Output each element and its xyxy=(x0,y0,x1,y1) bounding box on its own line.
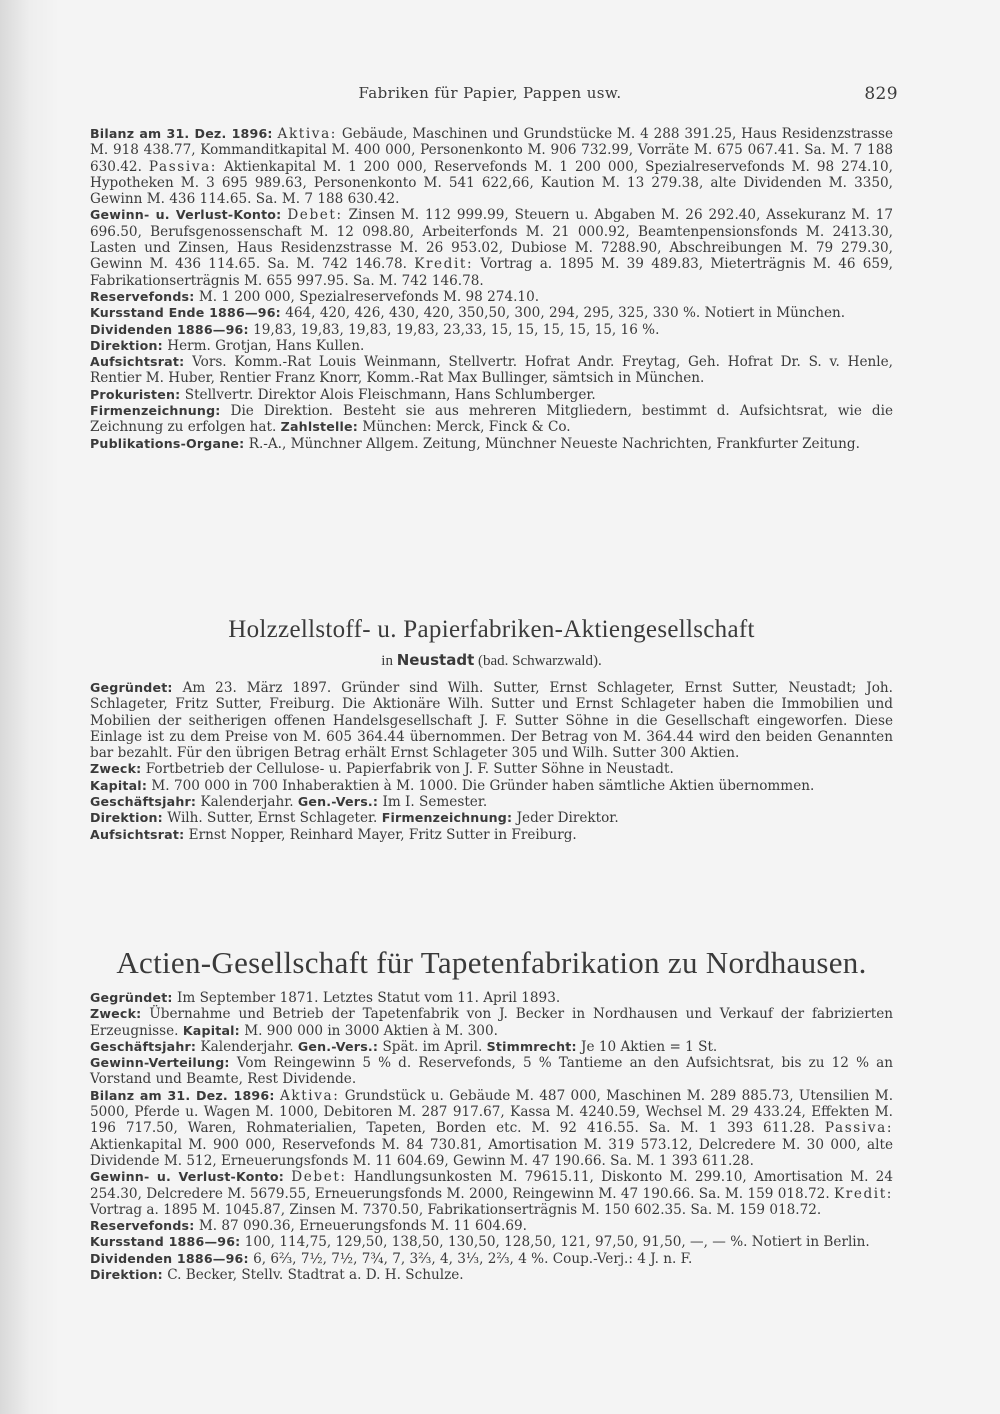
entry-text: Kalenderjahr. xyxy=(200,1038,294,1055)
entry-gewinnverteilung xyxy=(90,1055,893,1088)
entry-label: Bilanz am 31. Dez. 1896: xyxy=(90,126,273,141)
entry-text: Vortrag a. 1895 M. 39 489.83, Mieterträgnis M. 46 659, Fabrikationserträgnis M. 655 997.95. Sa. M. 742 146.78. xyxy=(90,256,893,289)
entry-sublabel: Passiva: xyxy=(148,158,217,175)
entry-label: Firmenzeichnung: xyxy=(90,403,221,419)
entry-geschaeftsjahr xyxy=(90,794,893,810)
entry-text: Zinsen M. 112 999.99, Steuern u. Abgaben M. 26 292.40, Assekuranz M. 17 696.50, Berufsgenossenschaft M. 12 098.80, Arbeiterfonds M. 21 000.92, Beamtenpensionsfonds M. 2413.30, Lasten und Zinsen, Haus Residenzstrasse M. 26 953.02, Dubiose M. 7288.90, Abschreibungen M. 79 279.30, Gewinn M. 436 114.65. Sa. M. 742 146.78. xyxy=(90,207,893,273)
company-title: Holzzellstoff- u. Papierfabriken-Aktiengesellschaft xyxy=(228,616,755,643)
entry-text: Vors. Komm.-Rat Louis Weinmann, Stellvertr. Hofrat Andr. Freytag, Geh. Hofrat Dr. S. v. Henle, Rentier M. Huber, Rentier Franz Knorr, Komm.-Rat Max Bullinger, sämtsich in München. xyxy=(90,354,893,387)
entry-text: C. Becker, Stellv. Stadtrat a. D. H. Schulze. xyxy=(167,1267,464,1284)
entry-aufsichtsrat xyxy=(90,354,893,387)
entry-text: Gebäude, Maschinen und Grundstücke M. 4 288 391.25, Haus Residenzstrasse M. 918 438.77, Kommanditkapital M. 400 000, Personenkonto M. 906 732.99, Vorräte M. 675 067.41. Sa. M. 7 188 630.42. xyxy=(90,126,894,175)
entry-label: Publikations-Organe: xyxy=(90,435,245,451)
entry-text: Vom Reingewinn 5 % d. Reservefonds, 5 % Tantieme an den Aufsichtsrat, bis zu 12 % an Vorstand und Beamte, Rest Dividende. xyxy=(90,1055,893,1088)
entry-label: Gewinn- u. Verlust-Konto: xyxy=(90,1169,285,1185)
entry-text: Grundstück u. Gebäude M. 487 000, Maschinen M. 289 885.73, Utensilien M. 5000, Pferde u. Wagen M. 1000, Debitoren M. 287 917.67, Kassa M. 4240.59, Wechsel M. 29 433.24, Effekten M. 196 717.50, Waren, Rohmaterialien, Tapeten, Borden etc. M. 92 416.55. Sa. M. 1 393 611.28. xyxy=(90,1087,894,1137)
entry-text: Aktienkapital M. 1 200 000, Reservefonds M. 1 200 000, Spezialreservefonds M. 98 274.10, Hypotheken M. 3 695 989.63, Personenkonto M. 541 622,66, Kaution M. 13 279.38, alte Dividenden M. 3350, Gewinn M. 436 114.65. Sa. M. 7 188 630.42. xyxy=(90,158,893,208)
entry-label: Reservefonds: xyxy=(90,1218,195,1234)
entry-text: Ernst Nopper, Reinhard Mayer, Fritz Sutter in Freiburg. xyxy=(188,826,577,843)
entry-gewinn xyxy=(90,207,893,288)
entry-text: Kalenderjahr. xyxy=(200,794,294,811)
entry-label: Gegründet: xyxy=(90,990,173,1005)
entry-direktion xyxy=(90,338,893,354)
entry-text: München: Merck, Finck & Co. xyxy=(362,419,571,436)
entry-prokuristen xyxy=(90,387,893,403)
entry-kapital xyxy=(90,778,893,794)
entry-text: 100, 114,75, 129,50, 138,50, 130,50, 128,50, 121, 97,50, 91,50, —, — %. Notiert in Berlin. xyxy=(244,1234,870,1251)
entry-sublabel: Aktiva: xyxy=(277,126,337,142)
entry-text: R.-A., Münchner Allgem. Zeitung, Münchner Neueste Nachrichten, Frankfurter Zeitung. xyxy=(248,435,860,452)
entry-sublabel: Aktiva: xyxy=(279,1087,340,1104)
entry-zweck xyxy=(90,1006,893,1039)
entry-sublabel: Passiva: xyxy=(824,1120,893,1137)
entry-label: Kapital: xyxy=(90,777,148,793)
entry-label: Dividenden 1886—96: xyxy=(90,1250,249,1266)
entry-geschaeftsjahr xyxy=(90,1039,893,1055)
entry-label: Direktion: xyxy=(90,1267,163,1283)
running-header xyxy=(90,84,898,108)
location-place: Neustadt xyxy=(396,651,475,669)
entry-text: 6, 6⅔, 7½, 7½, 7¾, 7, 3⅔, 4, 3⅓, 2⅔, 4 %. xyxy=(253,1250,549,1267)
entry-label: Geschäftsjahr: xyxy=(90,794,197,810)
entry-label: Zweck: xyxy=(90,1006,142,1022)
company-title: Actien-Gesellschaft für Tapetenfabrikation zu Nordhausen. xyxy=(116,945,867,980)
entry-label: Kursstand 1886—96: xyxy=(90,1234,241,1250)
entry-reservefonds xyxy=(90,289,893,305)
entry-dividenden xyxy=(90,1251,893,1267)
entry-kursstand xyxy=(90,1234,893,1250)
entry-label: Firmenzeichnung: xyxy=(381,810,513,826)
section-continuation xyxy=(90,126,893,452)
entry-label: Kursstand Ende 1886—96: xyxy=(90,305,281,321)
entry-direktion xyxy=(90,1267,893,1283)
entry-label: Aufsichtsrat: xyxy=(90,354,185,370)
entry-bilanz xyxy=(90,1088,893,1169)
entry-label: Gegründet: xyxy=(90,680,173,695)
entry-text: Coup.-Verj.: 4 J. n. F. xyxy=(552,1250,693,1267)
entry-gegruendet xyxy=(90,990,893,1006)
entry-text: M. 900 000 in 3000 Aktien à M. 300. xyxy=(244,1022,498,1039)
entry-text: Stellvertr. Direktor Alois Fleischmann, Hans Schlumberger. xyxy=(184,386,596,403)
entry-label: Kapital: xyxy=(182,1022,240,1038)
entry-zweck xyxy=(90,761,893,777)
entry-aufsichtsrat xyxy=(90,827,893,843)
entry-text: Aktienkapital M. 900 000, Reservefonds M. 84 730.81, Amortisation M. 319 573.12, Delcredere M. 30 000, alte Dividende M. 512, Erneuerungsfonds M. 11 604.69, Gewinn M. 47 190.66. Sa. M. 1 393 611.28. xyxy=(90,1136,893,1169)
entry-label: Gewinn-Verteilung: xyxy=(90,1055,230,1071)
entry-dividenden xyxy=(90,322,893,338)
section-holzzellstoff xyxy=(90,680,893,843)
entry-text: M. 700 000 in 700 Inhaberaktien à M. 1000. Die Gründer haben sämtliche Aktien übernommen. xyxy=(151,777,815,794)
entry-bilanz xyxy=(90,126,893,207)
entry-label: Prokuristen: xyxy=(90,386,181,402)
entry-label: Gen.-Vers.: xyxy=(297,794,379,810)
entry-text: Jeder Direktor. xyxy=(516,810,619,827)
entry-text: Spät. im April. xyxy=(382,1038,483,1055)
entry-direktion xyxy=(90,810,893,826)
location-suffix: (bad. Schwarzwald). xyxy=(478,653,602,669)
page-number: 829 xyxy=(864,84,898,104)
entry-label: Direktion: xyxy=(90,337,163,353)
entry-text: 464, 420, 426, 430, 420, 350,50, 300, 294, 295, 325, 330 %. Notiert in München. xyxy=(285,305,846,322)
entry-sublabel: Debet: xyxy=(287,207,343,224)
entry-label: Gewinn- u. Verlust-Konto: xyxy=(90,207,282,223)
entry-label: Reservefonds: xyxy=(90,288,195,304)
entry-text: Die Direktion. Besteht sie aus mehreren Mitgliedern, bestimmt d. Aufsichtsrat, wie die Zeichnung zu erfolgen hat. xyxy=(90,403,893,436)
entry-text: Wilh. Sutter, Ernst Schlageter. xyxy=(167,810,378,827)
entry-sublabel: Kredit: xyxy=(834,1185,893,1202)
entry-text: Je 10 Aktien = 1 St. xyxy=(581,1038,718,1055)
entry-label: Geschäftsjahr: xyxy=(90,1038,197,1054)
entry-sublabel: Debet: xyxy=(291,1169,347,1186)
section-tapetenfabrikation xyxy=(90,990,893,1283)
header-title: Fabriken für Papier, Pappen usw. xyxy=(358,84,622,102)
entry-text: M. 1 200 000, Spezialreservefonds M. 98 274.10. xyxy=(198,288,540,305)
entry-kursstand xyxy=(90,305,893,321)
entry-text: Übernahme und Betrieb der Tapetenfabrik von J. Becker in Nordhausen und Verkauf der fabrizierten Erzeugnisse. xyxy=(90,1006,893,1039)
entry-gegruendet xyxy=(90,680,893,761)
entry-text: Im September 1871. Letztes Statut vom 11. April 1893. xyxy=(176,990,561,1006)
entry-text: Vortrag a. 1895 M. 1045.87, Zinsen M. 7370.50, Fabrikationserträgnis M. 150 602.35. Sa. M. 159 018.72. xyxy=(90,1201,822,1218)
entry-label: Gen.-Vers.: xyxy=(297,1038,379,1054)
entry-text: 19,83, 19,83, 19,83, 19,83, 23,33, 15, 15, 15, 15, 15, 16 %. xyxy=(253,321,660,338)
entry-label: Dividenden 1886—96: xyxy=(90,321,249,337)
entry-reservefonds xyxy=(90,1218,893,1234)
entry-text: Am 23. März 1897. Gründer sind Wilh. Sutter, Ernst Schlageter, Ernst Sutter, Neustadt; Joh. Schlageter, Fritz Sutter, Freiburg. Die Aktionäre Wilh. Sutter und Ernst Schlageter haben die Immobilien und Mobilien der seitherigen offenen Handelsgesellschaft J. F. Sutter Söhne in die Gesellschaft eingeworfen. Diese Einlage ist zu dem Preise von M. 605 364.44 übernommen. Der Betrag von M. 364.44 wird den beiden Genannten bar bezahlt. Für den übrigen Betrag erhält Ernst Schlageter 305 und Wilh. Sutter 300 Aktien. xyxy=(90,680,893,762)
entry-text: Handlungsunkosten M. 79615.11, Diskonto M. 299.10, Amortisation M. 24 254.30, Delcredere M. 5679.55, Erneuerungsfonds M. 2000, Reingewinn M. 47 190.66. Sa. M. 159 018.72. xyxy=(90,1169,893,1202)
entry-label: Direktion: xyxy=(90,810,163,826)
company-location xyxy=(90,651,893,670)
entry-label: Zweck: xyxy=(90,761,142,777)
entry-label: Stimmrecht: xyxy=(486,1038,577,1054)
entry-firmenzeichnung xyxy=(90,403,893,436)
location-prefix: in xyxy=(381,653,393,669)
entry-sublabel: Kredit: xyxy=(414,256,474,273)
entry-publikations xyxy=(90,436,893,452)
entry-text: M. 87 090.36, Erneuerungsfonds M. 11 604.69. xyxy=(198,1218,527,1235)
entry-text: Fortbetrieb der Cellulose- u. Papierfabrik von J. F. Sutter Söhne in Neustadt. xyxy=(145,761,674,778)
entry-gewinn xyxy=(90,1169,893,1218)
entry-label: Bilanz am 31. Dez. 1896: xyxy=(90,1087,275,1103)
entry-text: Im I. Semester. xyxy=(382,794,488,811)
entry-label: Zahlstelle: xyxy=(280,419,359,435)
entry-label: Aufsichtsrat: xyxy=(90,826,185,842)
entry-text: Herm. Grotjan, Hans Kullen. xyxy=(167,337,365,354)
